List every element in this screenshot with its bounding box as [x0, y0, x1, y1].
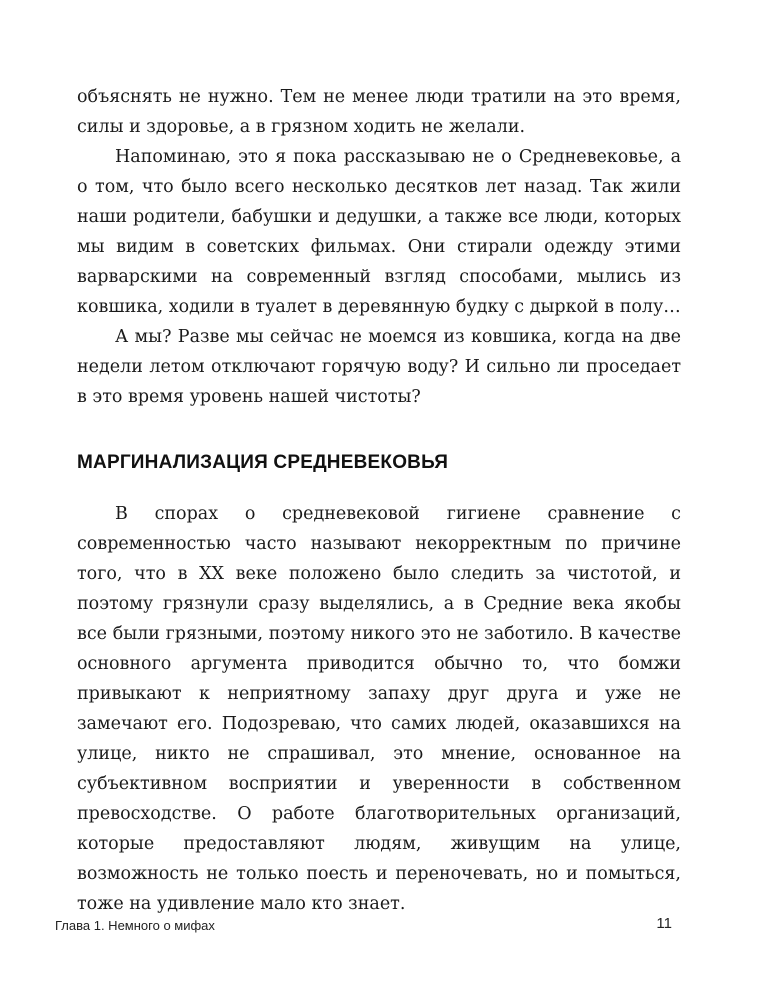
paragraph-2: Напоминаю, это я пока рассказываю не о Средневековье, а о том, что было всего несколько десятков лет назад. Так жили наши родители, бабушки и дедушки, а также все люди, которых мы видим в советских фильмах. Они стирали одежду этими варварскими на современный взгляд способами, мылись из ковшика, ходили в туалет в деревянную будку с дыркой в полу…: [77, 147, 681, 317]
paragraph-4: В спорах о средневековой гигиене сравнение с современностью часто называют некорректным по причине того, что в XX веке положено было следить за чистотой, и поэтому грязнули сразу выделялись, а в Средние века якобы все были грязными, поэтому никого это не заботило. В качестве основного аргумента приводится обычно то, что бомжи привыкают к неприятному запаху друг друга и уже не замечают его. Подозреваю, что самих людей, оказавшихся на улице, никто не спрашивал, это мнение, основанное на субъективном восприятии и уверенности в собственном превосходстве. О работе благотворительных организаций, которые предоставляют людям, живущим на улице, возможность не только поесть и переночевать, но и помыться, тоже на удивление мало кто знает.: [77, 504, 681, 914]
paragraph-3: А мы? Разве мы сейчас не моемся из ковшика, когда на две недели летом отключают горячую воду? И сильно ли проседает в это время уровень нашей чистоты?: [77, 327, 681, 407]
page-number: 11: [656, 915, 672, 932]
running-footer-chapter: Глава 1. Немного о мифах: [55, 918, 215, 933]
text-section-1: [77, 82, 681, 412]
book-page: [55, 0, 681, 1000]
paragraph-1: объяснять не нужно. Тем не менее люди тратили на это время, силы и здоровье, а в грязном ходить не желали.: [77, 87, 681, 137]
section-heading: МАРГИНАЛИЗАЦИЯ СРЕДНЕВЕКОВЬЯ: [77, 452, 449, 473]
text-section-2: [77, 499, 681, 919]
